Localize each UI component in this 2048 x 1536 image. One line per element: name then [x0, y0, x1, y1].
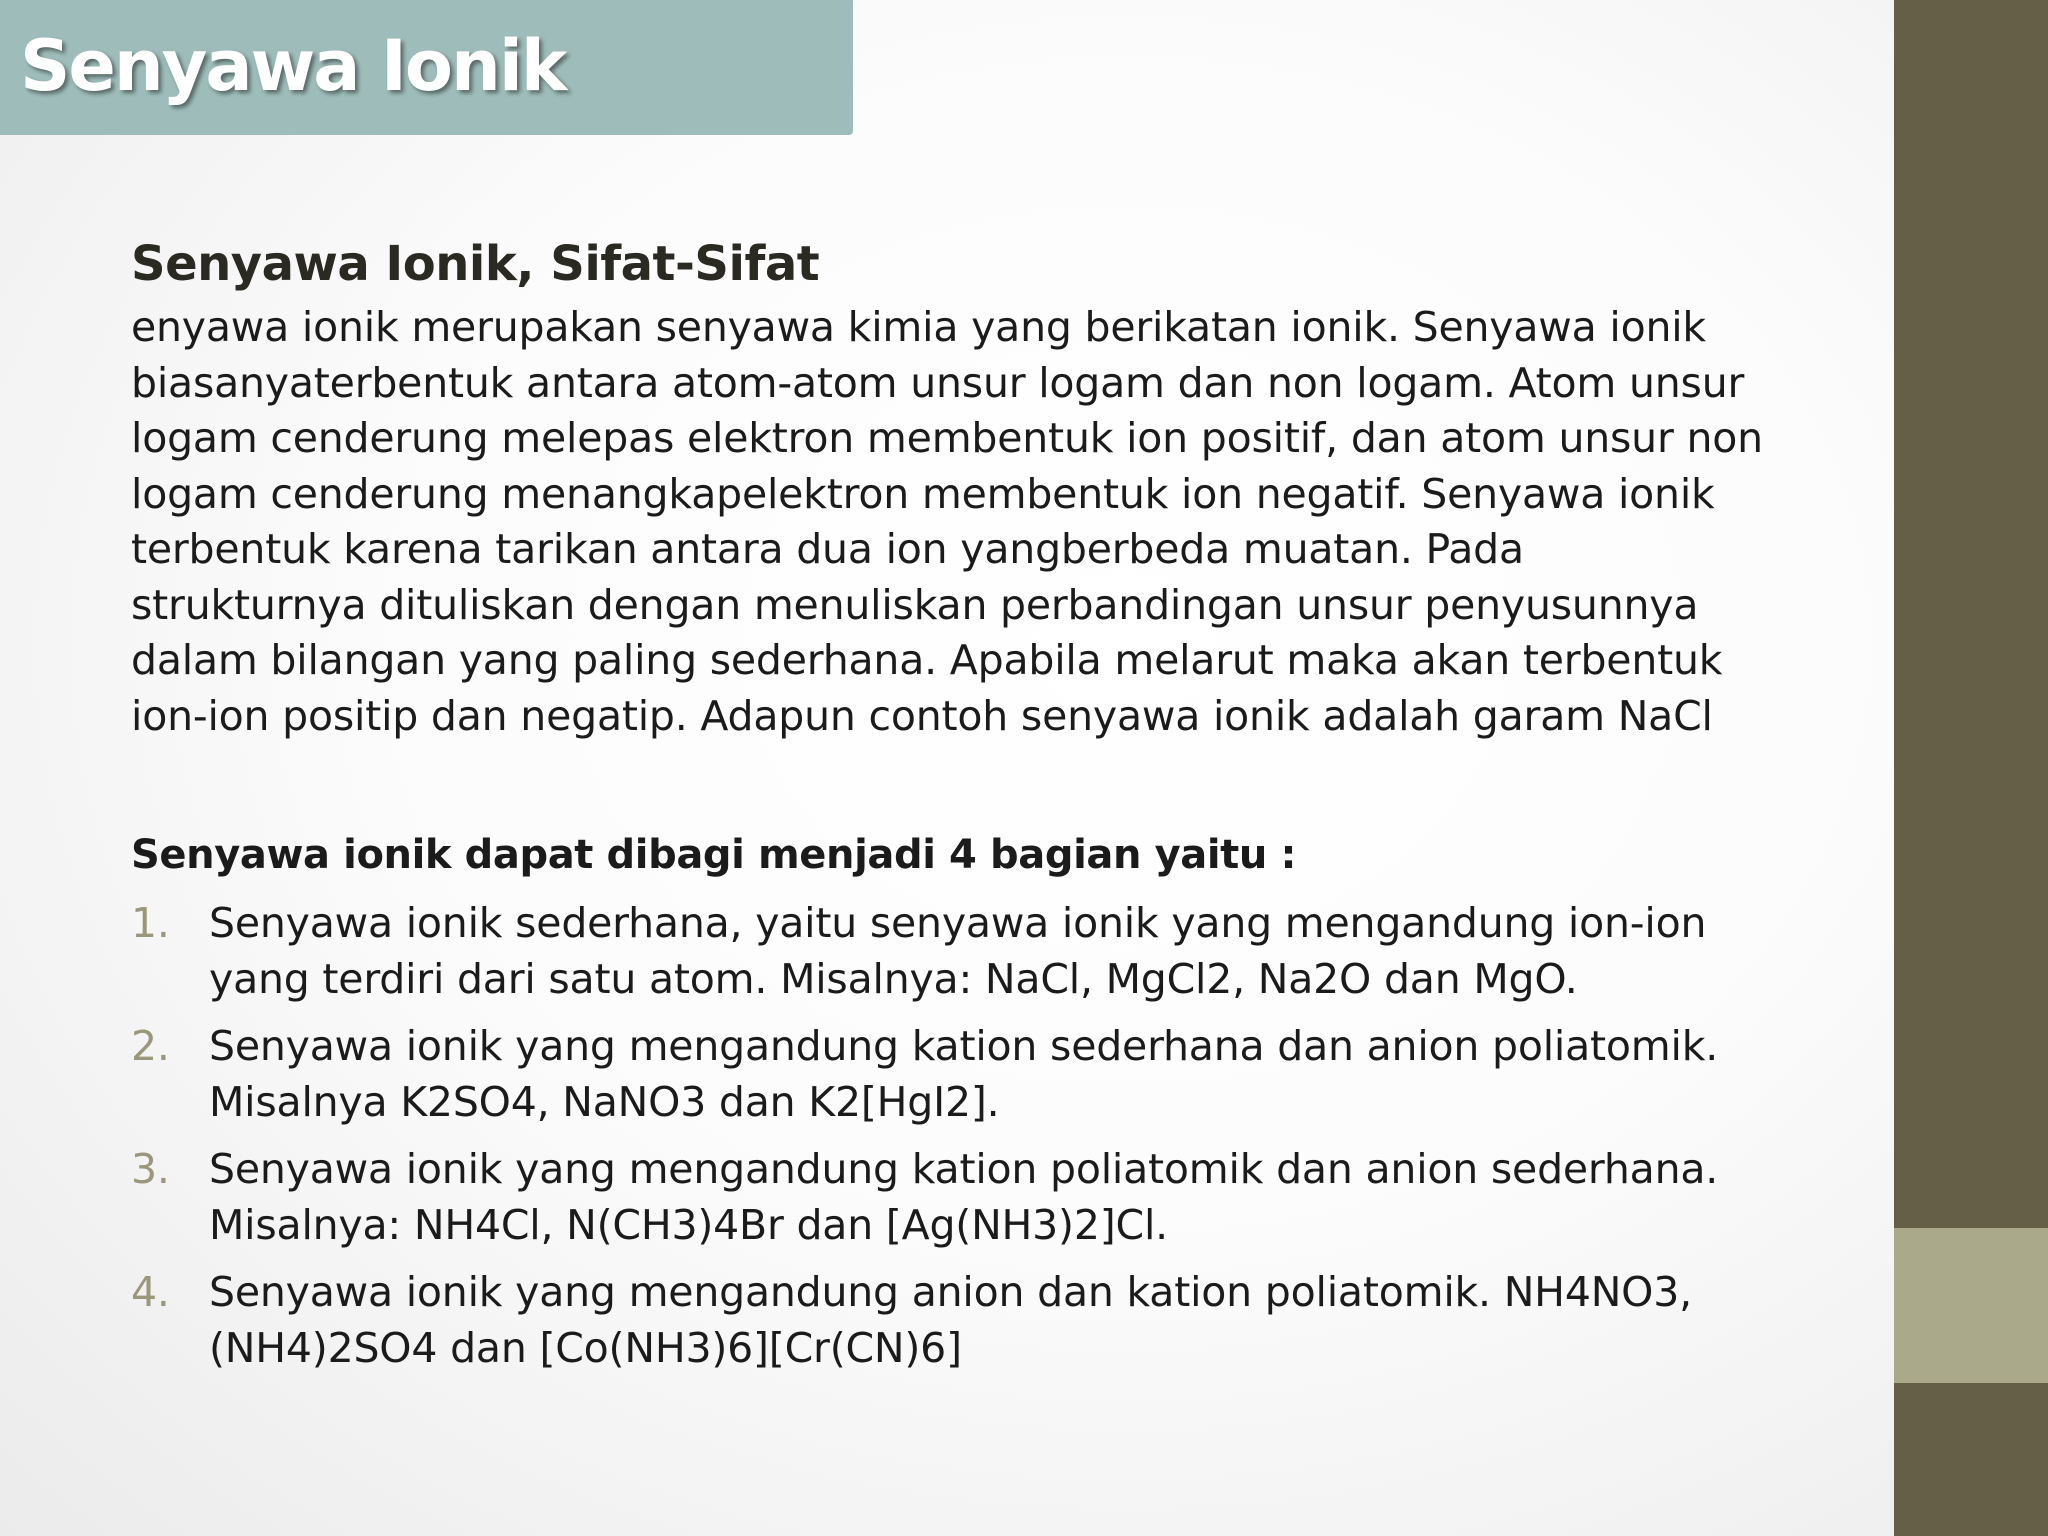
subtitle: Senyawa Ionik, Sifat-Sifat — [131, 236, 820, 292]
numbered-list — [131, 896, 1771, 1376]
title-bar — [0, 0, 853, 135]
list-number: 4. — [131, 1268, 170, 1316]
list-item — [131, 896, 1771, 1007]
list-item — [131, 1142, 1771, 1253]
sidebar-accent-block — [1894, 1228, 2048, 1383]
slide-content — [131, 228, 1771, 1388]
list-item-text: Senyawa ionik yang mengandung kation sederhana dan anion poliatomik. Misalnya K2SO4, NaNO3 dan K2[HgI2]. — [209, 1022, 1719, 1126]
list-item-text: Senyawa ionik yang mengandung anion dan kation poliatomik. NH4NO3, (NH4)2SO4 dan [Co(NH3)6][Cr(CN)6] — [209, 1268, 1692, 1372]
slide-title: Senyawa Ionik — [20, 25, 566, 107]
list-item-text: Senyawa ionik yang mengandung kation poliatomik dan anion sederhana. Misalnya: NH4Cl, N(CH3)4Br dan [Ag(NH3)2]Cl. — [209, 1145, 1719, 1249]
list-item — [131, 1019, 1771, 1130]
list-number: 2. — [131, 1022, 170, 1070]
list-heading: Senyawa ionik dapat dibagi menjadi 4 bagian yaitu : — [131, 832, 1297, 878]
list-number: 1. — [131, 899, 170, 947]
list-item — [131, 1265, 1771, 1376]
list-number: 3. — [131, 1145, 170, 1193]
intro-paragraph: enyawa ionik merupakan senyawa kimia yang berikatan ionik. Senyawa ionik biasanyaterbentuk antara atom-atom unsur logam dan non logam. Atom unsur logam cenderung melepas elektron membentuk ion positif, dan atom unsur non logam cenderung menangkapelektron membentuk ion negatif. Senyawa ionik terbentuk karena tarikan antara dua ion yangberbeda muatan. Pada strukturnya dituliskan dengan menuliskan perbandingan unsur penyusunnya dalam bilangan yang paling sederhana. Apabila melarut maka akan terbentuk ion-ion positip dan negatip. Adapun contoh senyawa ionik adalah garam NaCl — [131, 303, 1763, 740]
list-item-text: Senyawa ionik sederhana, yaitu senyawa ionik yang mengandung ion-ion yang terdiri dari satu atom. Misalnya: NaCl, MgCl2, Na2O dan MgO. — [209, 899, 1707, 1003]
